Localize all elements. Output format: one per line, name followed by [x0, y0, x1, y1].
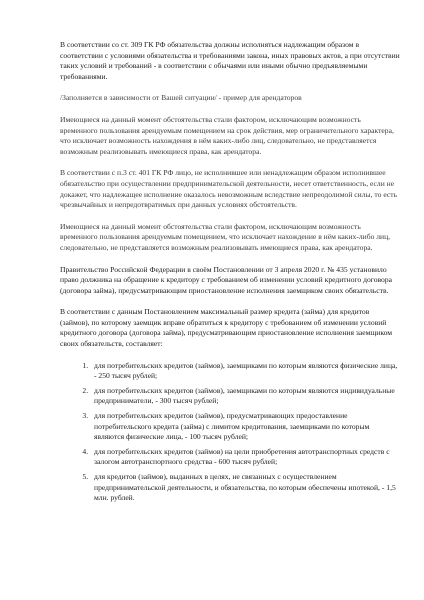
list-item: 3. для потребительских кредитов (займов), предусматривающих предоставление потребительского кредита (займа) с лимитом кредитования, заемщиками по которым являются физические лица, - 100 тысяч рублей;: [90, 411, 400, 443]
list-item: 2. для потребительских кредитов (займов), заемщиками по которым являются индивидуальные предприниматели, - 300 тысяч рублей;: [90, 386, 400, 407]
paragraph-resolution-435: Правительство Российской Федерации в своём Постановлении от 3 апреля 2020 г. № 435 установило право должника на обращение к кредитору с требованием об изменении условий кредитного договора (договора займа), предусматривающим приостановление исполнения заемщиком своих обязательств.: [60, 264, 392, 295]
paragraph-art-309: В соответствии со ст. 309 ГК РФ обязательства должны исполняться надлежащим образом в соответствии с условиями обязательства и требованиями закона, иных правовых актов, а при отсутствии таких условий и требований - в соответствии с обычаями или иными обычно предъявляемыми требованиями.: [60, 40, 400, 81]
credit-limits-list: [60, 361, 400, 504]
list-item: 1. для потребительских кредитов (займов), заемщиками по которым являются физические лица, - 250 тысяч рублей;: [90, 361, 400, 382]
list-item: 5. для кредитов (займов), выданных в целях, не связанных с осуществлением предпринимательской деятельности, и обязательства, по которым обеспечены ипотекой, - 1,5 млн. рублей.: [90, 472, 400, 504]
paragraph-art-401: В соответствии с п.3 ст. 401 ГК РФ лицо, не исполнившее или ненадлежащим образом исполнившее обязательство при осуществлении предпринимательской деятельности, несет ответственность, если не докажет, что надлежащее исполнение оказалось невозможным вследствие непреодолимой силы, то есть чрезвычайных и непредотвратимых при данных условиях обстоятельств.: [60, 168, 398, 210]
list-item: 4. для потребительских кредитов (займов) на цели приобретения автотранспортных средств с залогом автотранспортного средства - 600 тысяч рублей;: [90, 447, 400, 468]
paragraph-max-credit: В соответствии с данным Постановлением максимальный размер кредита (займа) для кредитов (займов), по которому заемщик вправе обратиться к кредитору с требованием об изменении условий кредитного договора (договора займа), предусматривающим приостановление исполнения заемщиком своих обязательств, составляет:: [60, 307, 393, 349]
paragraph-circumstances-1: Имеющиеся на данный момент обстоятельства стали фактором, исключающим возможность временного пользования арендуемым помещением на срок действия, мер ограничительного характера, что исключает возможность нахождения в нём каких-либо лиц, следовательно, не представляется возможным реализовывать имеющиеся права, как арендатора.: [60, 114, 394, 156]
paragraph-fill-note: /Заполняется в зависимости от Вашей ситуации/ - пример для арендаторов: [60, 93, 302, 103]
paragraph-circumstances-2: Имеющиеся на данный момент обстоятельства стали фактором, исключающим возможность временного пользования арендуемым помещением, что исключает нахождение в нём каких-либо лиц, следовательно, не представляется возможным реализовывать имеющиеся права, как арендатора.: [60, 221, 391, 252]
